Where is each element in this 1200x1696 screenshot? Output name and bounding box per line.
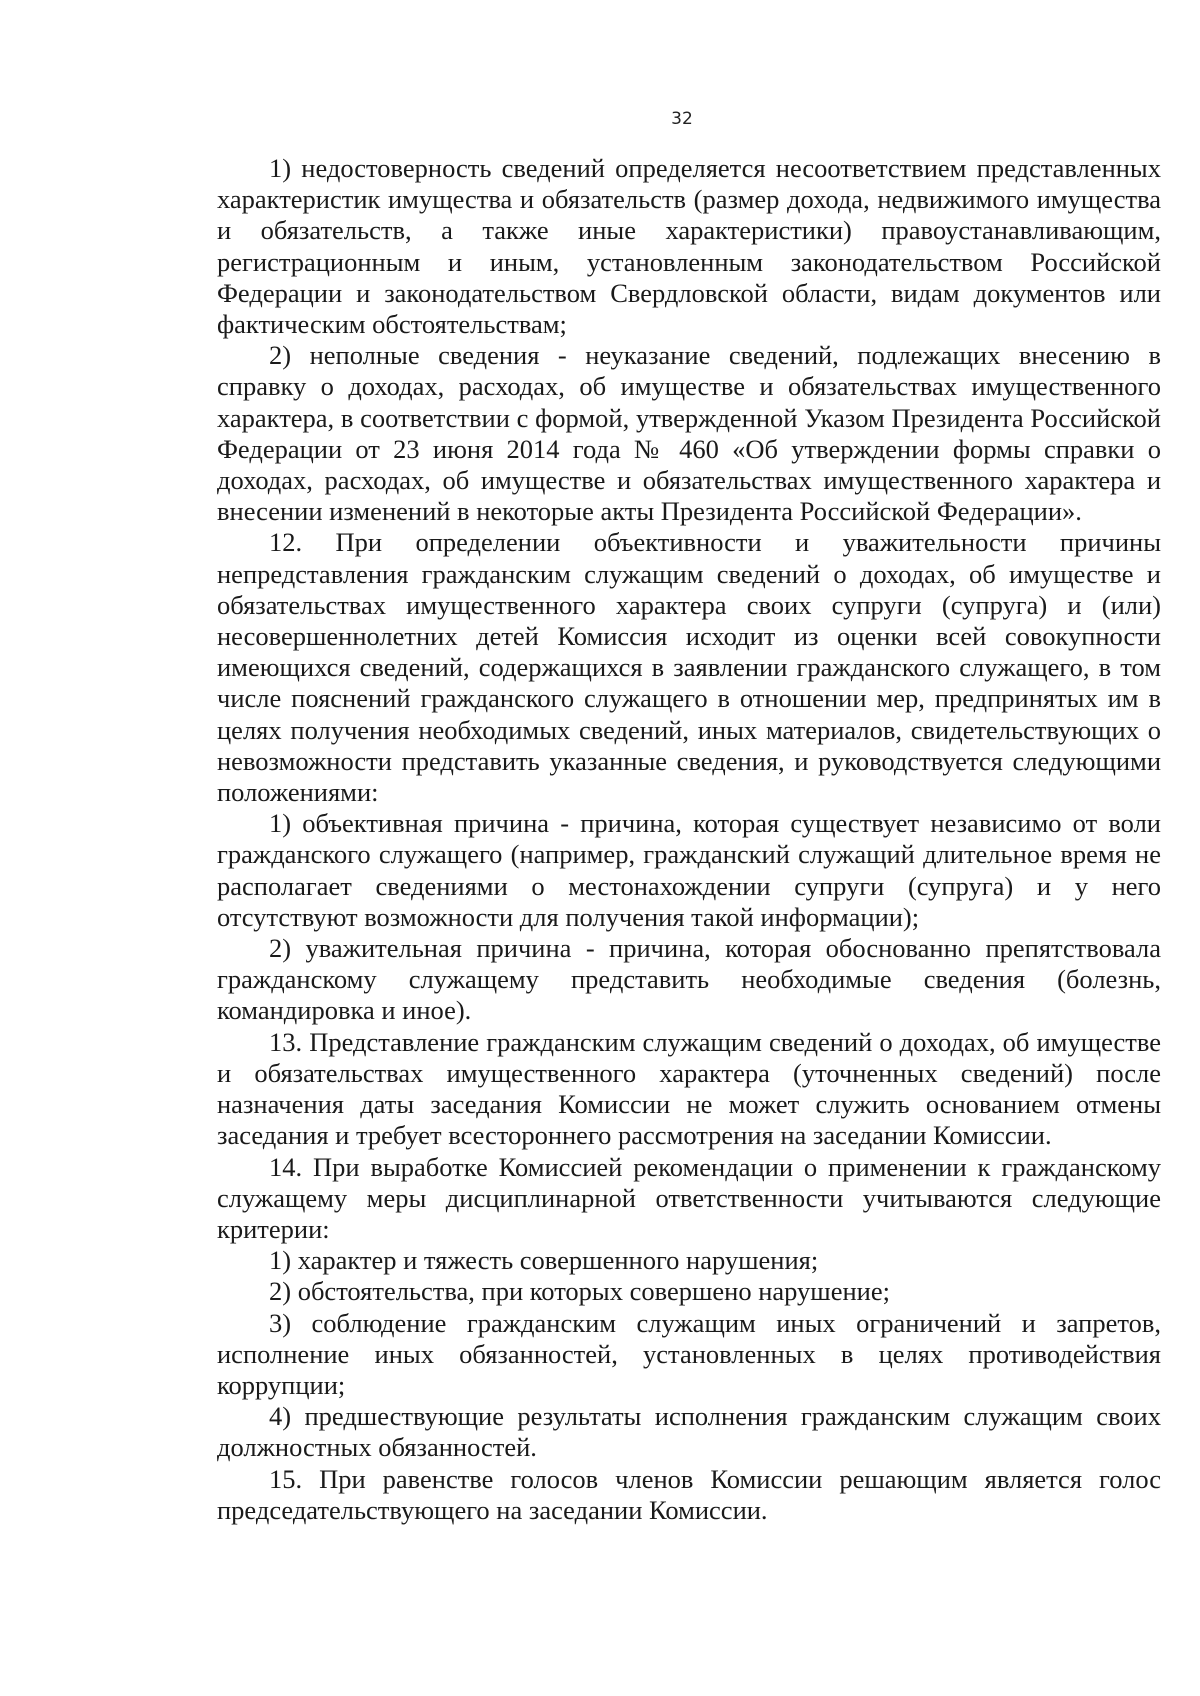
paragraph-item-1-objective-reason: 1) объективная причина - причина, которая существует независимо от воли гражданского служащего (например, гражданский служащий длительное время не располагает сведениями о местонахождении супруги (супруга) и у него отсутствуют возможности для получения такой информации); <box>217 808 1161 932</box>
document-body <box>217 153 1161 1526</box>
paragraph-criterion-2: 2) обстоятельства, при которых совершено нарушение; <box>269 1276 890 1307</box>
paragraph-item-2-valid-reason: 2) уважительная причина - причина, которая обоснованно препятствовала гражданскому служащему представить необходимые сведения (болезнь, командировка и иное). <box>217 933 1161 1026</box>
paragraph-clause-12: 12. При определении объективности и уважительности причины непредставления гражданским служащим сведений о доходах, об имуществе и обязательствах имущественного характера своих супруги (супруга) и (или) несовершеннолетних детей Комиссия исходит из оценки всей совокупности имеющихся сведений, содержащихся в заявлении гражданского служащего, в том числе пояснений гражданского служащего в отношении мер, предпринятых им в целях получения необходимых сведений, иных материалов, свидетельствующих о невозможности представить указанные сведения, и руководствуется следующими положениями: <box>217 527 1161 808</box>
paragraph-clause-14: 14. При выработке Комиссией рекомендации о применении к гражданскому служащему меры дисциплинарной ответственности учитываются следующие критерии: <box>217 1151 1161 1244</box>
paragraph-item-2-incomplete-info: 2) неполные сведения - неуказание сведений, подлежащих внесению в справку о доходах, расходах, об имуществе и обязательствах имущественного характера, в соответствии с формой, утвержденной Указом Президента Российской Федерации от 23 июня 2014 года № 460 «Об утверждении формы справки о доходах, расходах, об имуществе и обязательствах имущественного характера и внесении изменений в некоторые акты Президента Российской Федерации». <box>217 340 1161 527</box>
page-number: 32 <box>671 109 693 129</box>
paragraph-clause-15: 15. При равенстве голосов членов Комиссии решающим является голос председательствующего на заседании Комиссии. <box>217 1463 1161 1525</box>
paragraph-clause-13: 13. Представление гражданским служащим сведений о доходах, об имуществе и обязательствах имущественного характера (уточненных сведений) после назначения даты заседания Комиссии не может служить основанием отмены заседания и требует всестороннего рассмотрения на заседании Комиссии. <box>217 1026 1161 1151</box>
paragraph-criterion-3: 3) соблюдение гражданским служащим иных ограничений и запретов, исполнение иных обязанностей, установленных в целях противодействия коррупции; <box>217 1307 1161 1400</box>
paragraph-criterion-1: 1) характер и тяжесть совершенного нарушения; <box>269 1245 819 1276</box>
paragraph-criterion-4: 4) предшествующие результаты исполнения гражданским служащим своих должностных обязанностей. <box>217 1401 1161 1463</box>
paragraph-item-1-unreliable-info: 1) недостоверность сведений определяется несоответствием представленных характеристик имущества и обязательств (размер дохода, недвижимого имущества и обязательств, а также иные характеристики) правоустанавливающим, регистрационным и иным, установленным законодательством Российской Федерации и законодательством Свердловской области, видам документов или фактическим обстоятельствам; <box>217 153 1161 340</box>
